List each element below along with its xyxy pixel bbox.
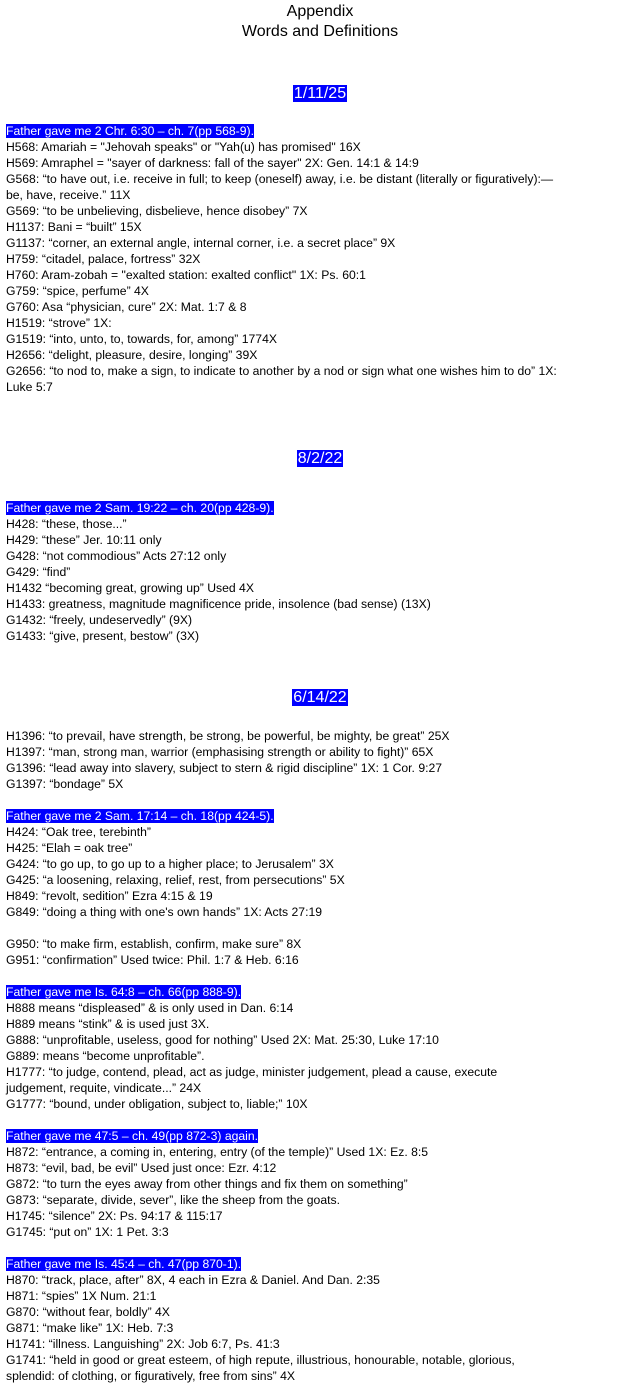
entry-line: G1745: “put on” 1X: 1 Pet. 3:3	[6, 1225, 169, 1239]
entry-line: G1397: “bondage” 5X	[6, 777, 124, 791]
entry-line: G1519: “into, unto, to, towards, for, among” 1774X	[6, 332, 277, 346]
entry-line: G873: “separate, divide, sever”, like the sheep from the goats.	[6, 1193, 340, 1207]
entry-line: Father gave me Is. 64:8 – ch. 66(pp 888-9).	[6, 985, 242, 999]
entry-line: H1777: “to judge, contend, plead, act as judge, minister judgement, plead a cause, execute	[6, 1065, 498, 1079]
entry-line: Father gave me 47:5 – ch. 49(pp 872-3) again.	[6, 1129, 259, 1143]
entry-line: H425: “Elah = oak tree”	[6, 841, 133, 855]
entry-line: H760: Aram-zobah = "exalted station: exalted conflict" 1X: Ps. 60:1	[6, 268, 366, 282]
entry-line: G870: “without fear, boldly” 4X	[6, 1305, 170, 1319]
entry-line: G951: “confirmation” Used twice: Phil. 1:7 & Heb. 6:16	[6, 953, 299, 967]
entry-line: H429: “these” Jer. 10:11 only	[6, 533, 162, 547]
entry-line: Father gave me 2 Sam. 17:14 – ch. 18(pp 424-5).	[6, 809, 274, 823]
entry-line: be, have, receive.” 11X	[6, 188, 131, 202]
entry-line: H1519: “strove” 1X:	[6, 316, 112, 330]
entry-line: H888 means “displeased” & is only used in Dan. 6:14	[6, 1001, 294, 1015]
entry-line: G888: “unprofitable, useless, good for nothing” Used 2X: Mat. 25:30, Luke 17:10	[6, 1033, 439, 1047]
section-date: 6/14/22	[293, 689, 347, 706]
entry-line: H424: “Oak tree, terebinth”	[6, 825, 151, 839]
entry-line: H873: “evil, bad, be evil” Used just once: Ezr. 4:12	[6, 1161, 277, 1175]
entry-line: G1137: “corner, an external angle, internal corner, i.e. a secret place” 9X	[6, 236, 396, 250]
entry-line: H889 means “stink” & is used just 3X.	[6, 1017, 210, 1031]
entry-line: G569: “to be unbelieving, disbelieve, hence disobey” 7X	[6, 204, 308, 218]
entry-line: Father gave me 2 Chr. 6:30 – ch. 7(pp 568-9).	[6, 124, 254, 138]
entry-line: splendid: of clothing, or figuratively, free from sins” 4X	[6, 1369, 296, 1383]
entry-line: G424: “to go up, to go up to a higher place; to Jerusalem” 3X	[6, 857, 334, 871]
entry-line: G1741: “held in good or great esteem, of high repute, illustrious, honourable, notable, glorious,	[6, 1353, 515, 1367]
entry-line: G1777: “bound, under obligation, subject to, liable;” 10X	[6, 1097, 308, 1111]
entry-line: Luke 5:7	[6, 380, 53, 394]
entry-line: H1137: Bani = “built” 15X	[6, 220, 142, 234]
entry-line: G1432: “freely, undeservedly” (9X)	[6, 613, 193, 627]
page-subtitle: Words and Definitions	[241, 23, 399, 40]
entry-line: H2656: “delight, pleasure, desire, longing” 39X	[6, 348, 258, 362]
entry-line: G428: “not commodious” Acts 27:12 only	[6, 549, 227, 563]
entry-line: H1745: “silence” 2X: Ps. 94:17 & 115:17	[6, 1209, 223, 1223]
entry-line: G849: “doing a thing with one's own hands” 1X: Acts 27:19	[6, 905, 323, 919]
section-date: 1/11/25	[293, 85, 347, 102]
entry-line: Father gave me Is. 45:4 – ch. 47(pp 870-1).	[6, 1257, 242, 1271]
entry-line: H428: “these, those...”	[6, 517, 127, 531]
entry-line: G950: “to make firm, establish, confirm, make sure” 8X	[6, 937, 302, 951]
entry-line: H870: “track, place, after” 8X, 4 each in Ezra & Daniel. And Dan. 2:35	[6, 1273, 380, 1287]
entry-line: G429: “find”	[6, 565, 71, 579]
entry-line: H849: “revolt, sedition” Ezra 4:15 & 19	[6, 889, 213, 903]
entry-line: G2656: “to nod to, make a sign, to indicate to another by a nod or sign what one wishes him to do” 1X:	[6, 364, 557, 378]
entry-line: judgement, requite, vindicate...” 24X	[6, 1081, 202, 1095]
entry-line: G760: Asa “physician, cure” 2X: Mat. 1:7 & 8	[6, 300, 247, 314]
entry-line: G1396: “lead away into slavery, subject to stern & rigid discipline” 1X: 1 Cor. 9:27	[6, 761, 443, 775]
section-date: 8/2/22	[297, 450, 343, 467]
page-title: Appendix	[286, 3, 354, 20]
entry-line: G568: “to have out, i.e. receive in full; to keep (oneself) away, i.e. be distant (literally or figuratively):—	[6, 172, 554, 186]
entry-line: H871: “spies” 1X Num. 21:1	[6, 1289, 157, 1303]
entry-line: H1741: “illness. Languishing” 2X: Job 6:7, Ps. 41:3	[6, 1337, 280, 1351]
entry-line: H759: “citadel, palace, fortress” 32X	[6, 252, 201, 266]
entry-line: G872: “to turn the eyes away from other things and fix them on something”	[6, 1177, 408, 1191]
entry-line: G759: “spice, perfume” 4X	[6, 284, 149, 298]
entry-line: H1396: “to prevail, have strength, be strong, be powerful, be mighty, be great” 25X	[6, 729, 450, 743]
entry-line: H569: Amraphel = "sayer of darkness: fall of the sayer" 2X: Gen. 14:1 & 14:9	[6, 156, 419, 170]
entry-line: H1397: “man, strong man, warrior (emphasising strength or ability to fight)” 65X	[6, 745, 434, 759]
entry-line: G889: means “become unprofitable”.	[6, 1049, 205, 1063]
entry-line: H568: Amariah = "Jehovah speaks" or "Yah(u) has promised" 16X	[6, 140, 361, 154]
entry-line: G1433: “give, present, bestow” (3X)	[6, 629, 200, 643]
entry-line: H872: “entrance, a coming in, entering, entry (of the temple)” Used 1X: Ez. 8:5	[6, 1145, 429, 1159]
entry-line: H1433: greatness, magnitude magnificence pride, insolence (bad sense) (13X)	[6, 597, 431, 611]
entry-line: H1432 “becoming great, growing up” Used 4X	[6, 581, 254, 595]
entry-line: G871: “make like” 1X: Heb. 7:3	[6, 1321, 174, 1335]
entry-line: Father gave me 2 Sam. 19:22 – ch. 20(pp 428-9).	[6, 501, 274, 515]
entry-line: G425: “a loosening, relaxing, relief, rest, from persecutions” 5X	[6, 873, 345, 887]
